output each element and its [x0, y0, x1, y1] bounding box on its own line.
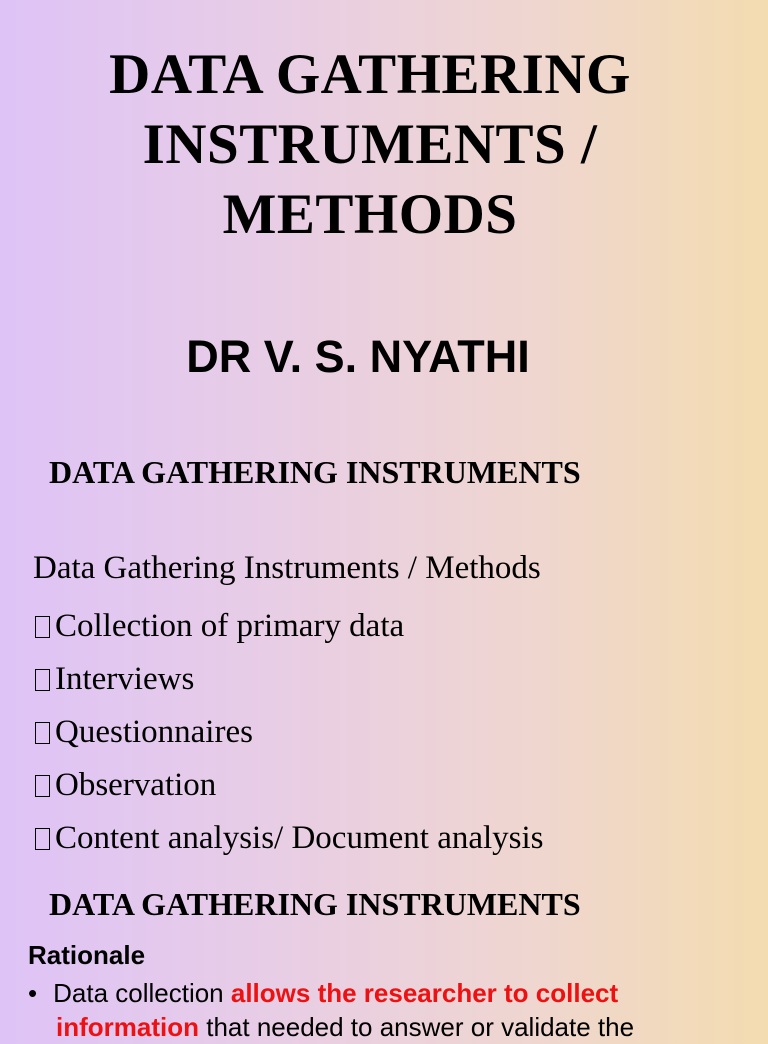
list-item-label: Collection of primary data	[55, 608, 405, 644]
section-heading-instruments: DATA GATHERING INSTRUMENTS	[49, 454, 581, 490]
missing-glyph-bullet-icon	[35, 616, 50, 638]
missing-glyph-bullet-icon	[35, 722, 50, 744]
title-line-1: DATA GATHERING	[109, 43, 631, 106]
list-item	[35, 706, 544, 759]
list-item	[35, 759, 544, 812]
title-line-3: METHODS	[222, 183, 518, 246]
list-item	[35, 600, 544, 653]
author-name: DR V. S. NYATHI	[186, 331, 530, 382]
bullet-dot-icon: •	[28, 978, 38, 1008]
list-item-label: Questionnaires	[55, 714, 253, 750]
missing-glyph-bullet-icon	[35, 828, 50, 850]
missing-glyph-bullet-icon	[35, 775, 50, 797]
list-item-label: Observation	[55, 767, 217, 803]
title-line-2: INSTRUMENTS /	[142, 113, 598, 176]
list-item	[35, 653, 544, 706]
rationale-emphasis: allows the researcher to collect	[230, 978, 619, 1008]
slide-title	[0, 40, 740, 250]
continuation-emphasis: information	[56, 1012, 199, 1042]
methods-intro: Data Gathering Instruments / Methods	[33, 550, 541, 586]
rationale-bullet	[28, 976, 618, 1010]
methods-list	[35, 600, 544, 865]
list-item-label: Interviews	[55, 661, 195, 697]
section-heading-rationale: DATA GATHERING INSTRUMENTS	[49, 886, 581, 922]
rationale-label: Rationale	[28, 940, 146, 970]
missing-glyph-bullet-icon	[35, 669, 50, 691]
rationale-text: Data collection	[53, 978, 231, 1008]
continuation-text: that needed to answer or validate the	[199, 1012, 635, 1042]
list-item	[35, 812, 544, 865]
list-item-label: Content analysis/ Document analysis	[55, 820, 544, 856]
rationale-continuation	[56, 1010, 634, 1044]
